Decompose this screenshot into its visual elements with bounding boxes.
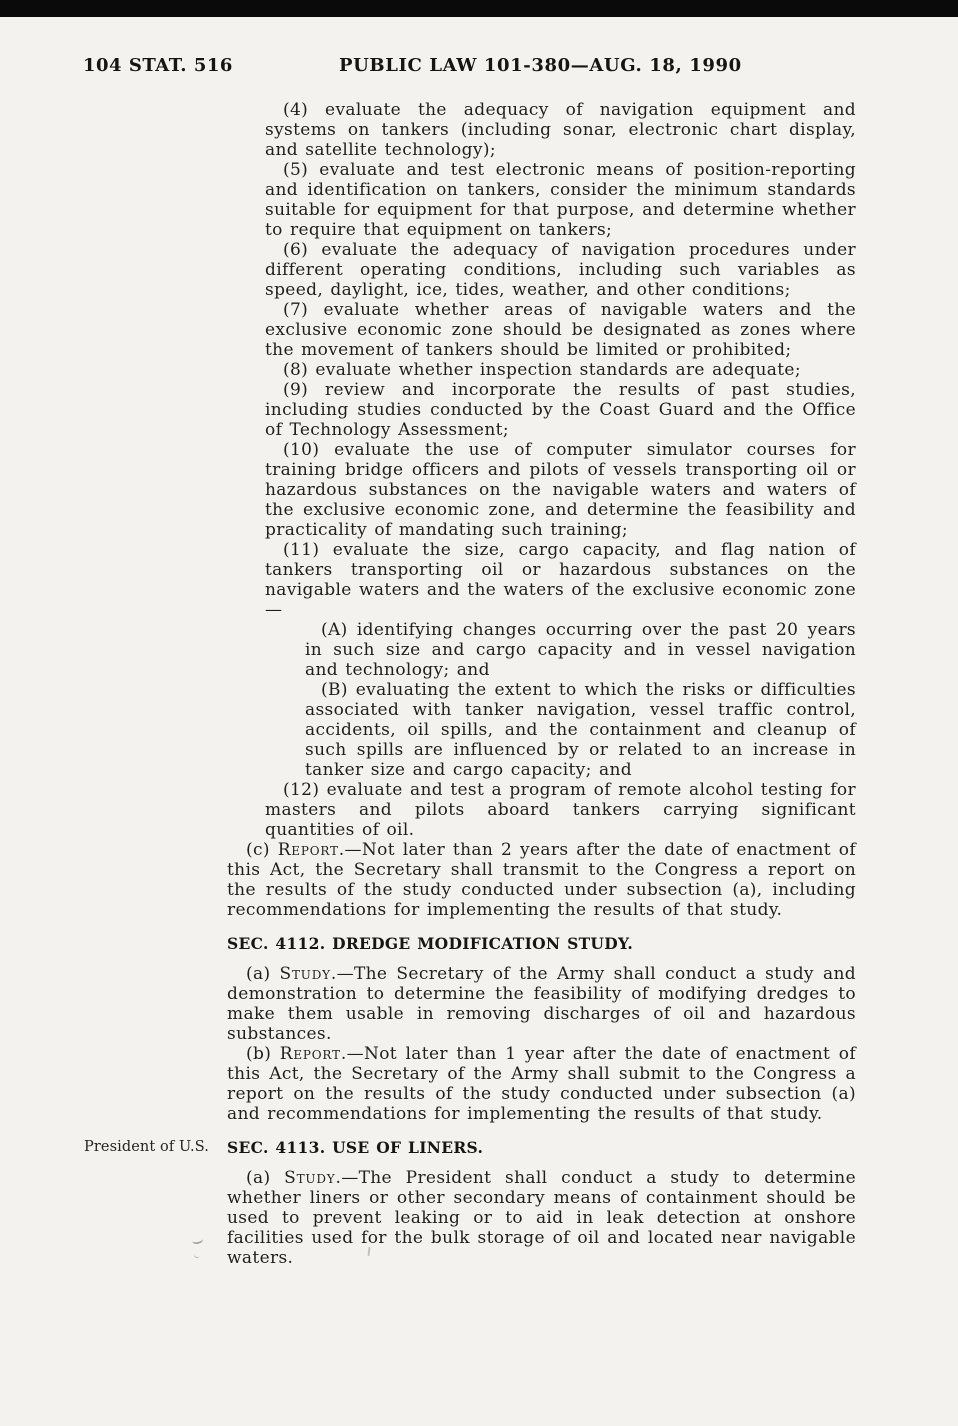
section-heading: President of U.S. SEC. 4113. USE OF LINERS. <box>84 1138 484 1157</box>
paragraph: (c) Report.—Not later than 2 years after the date of enactment of this Act, the Secretary shall transmit to the Congress a report on the results of the study conducted under subsection (a), including recommendations for implementing the results of that study. <box>227 840 856 920</box>
paragraph: (6) evaluate the adequacy of navigation procedures under different operating conditions, including such variables as speed, daylight, ice, tides, weather, and other conditions; <box>265 240 856 300</box>
paragraph: (a) Study.—The Secretary of the Army shall conduct a study and demonstration to determine the feasibility of modifying dredges to make them usable in removing discharges of oil and hazardous substances. <box>227 964 856 1044</box>
scan-artifact <box>191 1235 203 1245</box>
paragraph: (A) identifying changes occurring over the past 20 years in such size and cargo capacity and in vessel navigation and technology; and <box>305 620 856 680</box>
scan-edge-bar <box>0 0 958 17</box>
section-heading: SEC. 4112. DREDGE MODIFICATION STUDY. <box>227 934 634 953</box>
smallcaps-term: Study <box>279 964 331 984</box>
paragraph: (11) evaluate the size, cargo capacity, and flag nation of tankers transporting oil or hazardous substances on the navigable waters and the waters of the exclusive economic zone— <box>265 540 856 620</box>
statute-page-number: 104 STAT. 516 <box>83 55 233 76</box>
smallcaps-term: Report <box>279 1044 341 1064</box>
margin-note: President of U.S. <box>84 1139 209 1155</box>
smallcaps-term: Report <box>277 840 339 860</box>
paragraph: (a) Study.—The President shall conduct a study to determine whether liners or other secondary means of containment should be used to prevent leaking or to aid in leak detection at onshore facilities used for the bulk storage of oil and located near navigable waters. <box>227 1168 856 1268</box>
paragraph: (10) evaluate the use of computer simulator courses for training bridge officers and pilots of vessels transporting oil or hazardous substances on the navigable waters and waters of the exclusive economic zone, and determine the feasibility and practicality of mandating such training; <box>265 440 856 540</box>
body-text <box>84 100 856 1268</box>
running-head-law-title: PUBLIC LAW 101-380—AUG. 18, 1990 <box>339 55 742 76</box>
paragraph: (12) evaluate and test a program of remote alcohol testing for masters and pilots aboard tankers carrying significant quantities of oil. <box>265 780 856 840</box>
paragraph: (7) evaluate whether areas of navigable waters and the exclusive economic zone should be designated as zones where the movement of tankers should be limited or prohibited; <box>265 300 856 360</box>
scan-artifact <box>193 1251 201 1259</box>
paragraph: (4) evaluate the adequacy of navigation equipment and systems on tankers (including sonar, electronic chart display, and satellite technology); <box>265 100 856 160</box>
paragraph: (8) evaluate whether inspection standards are adequate; <box>283 360 801 380</box>
paragraph: (b) Report.—Not later than 1 year after the date of enactment of this Act, the Secretary of the Army shall submit to the Congress a report on the results of the study conducted under subsection (a) and recommendations for implementing the results of that study. <box>227 1044 856 1124</box>
paragraph: (9) review and incorporate the results of past studies, including studies conducted by the Coast Guard and the Office of Technology Assessment; <box>265 380 856 440</box>
smallcaps-term: Study <box>284 1168 336 1188</box>
paragraph: (5) evaluate and test electronic means of position-reporting and identification on tankers, consider the minimum standards suitable for equipment for that purpose, and determine whether to require that equipment on tankers; <box>265 160 856 240</box>
paragraph: (B) evaluating the extent to which the risks or difficulties associated with tanker navigation, vessel traffic control, accidents, oil spills, and the containment and cleanup of such spills are influenced by or related to an increase in tanker size and cargo capacity; and <box>305 680 856 780</box>
